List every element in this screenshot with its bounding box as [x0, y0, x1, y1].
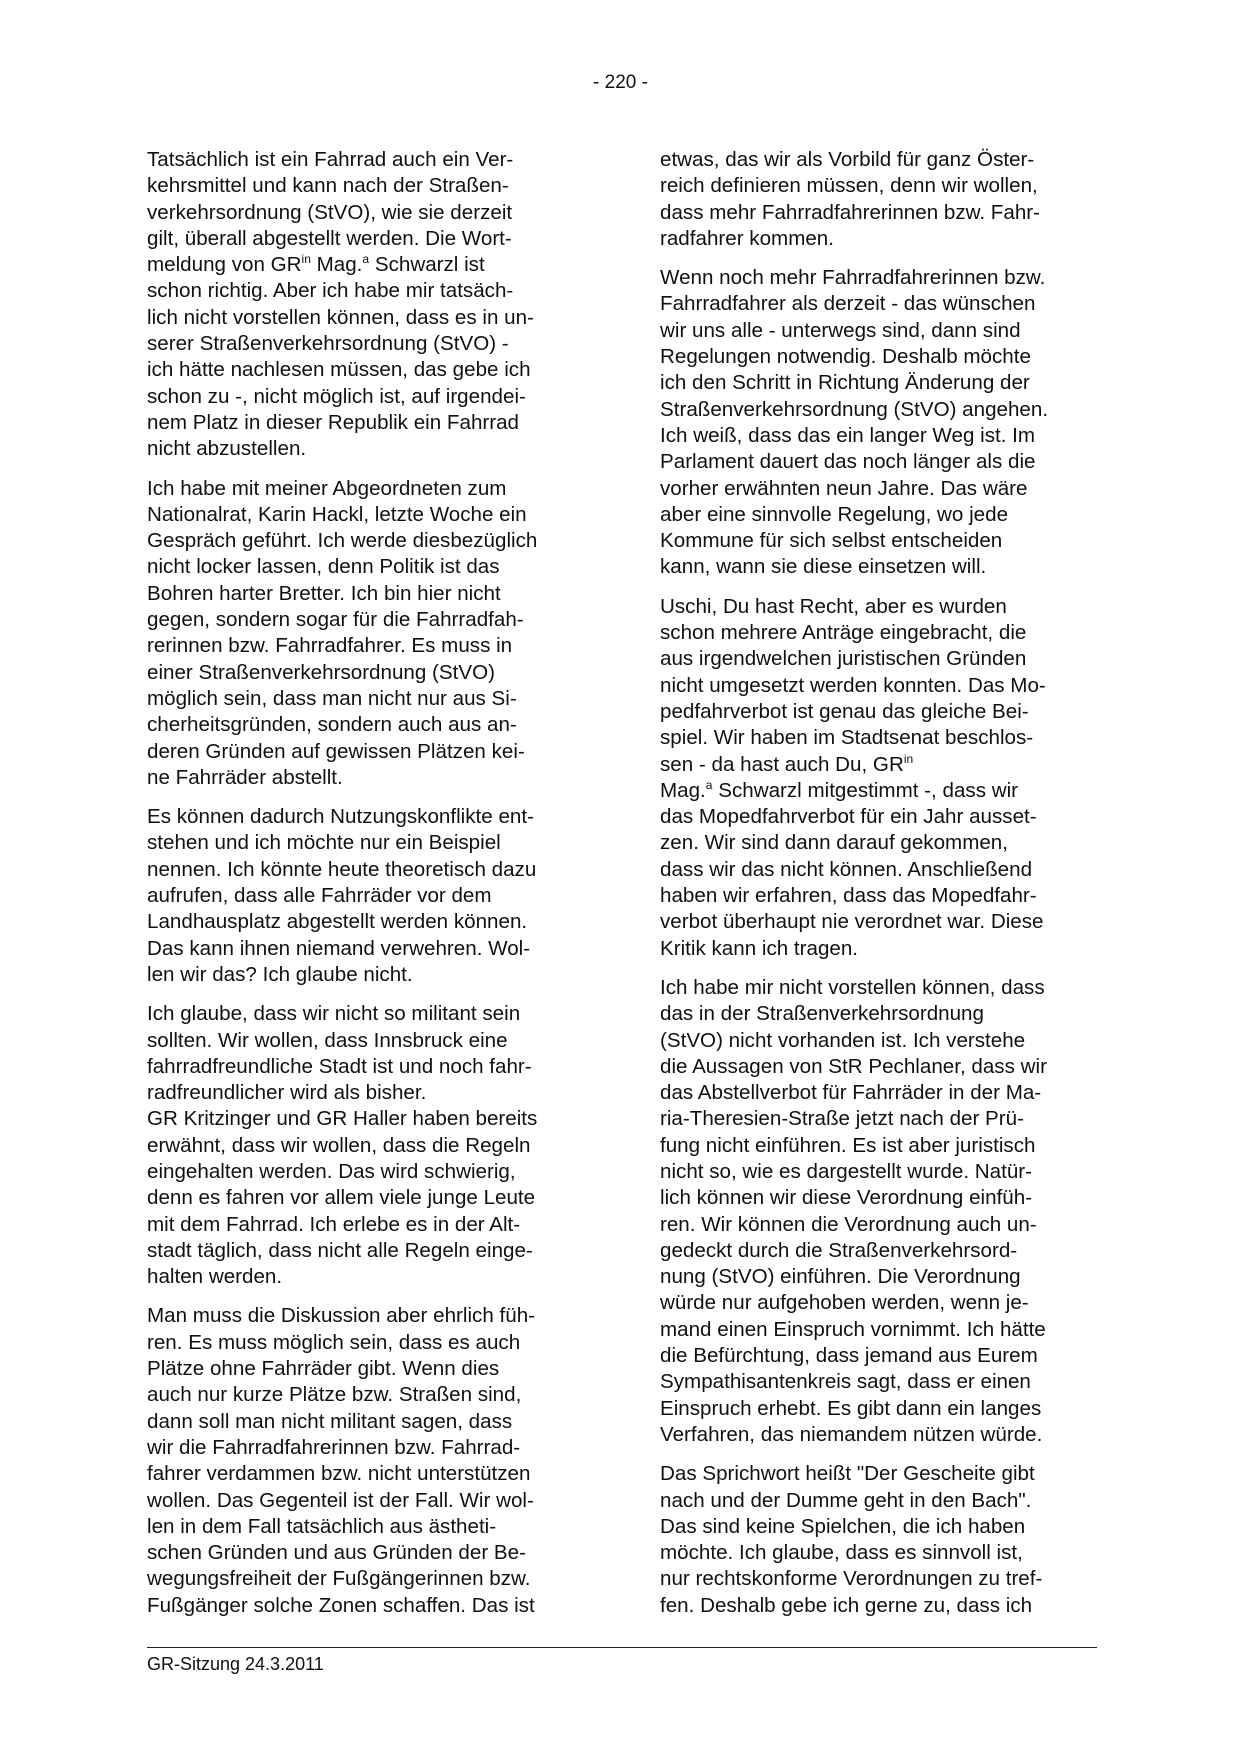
text-line: ne Fahrräder abstellt. [147, 765, 343, 789]
text-line: aber eine sinnvolle Regelung, wo jede [660, 502, 1009, 526]
text-line: Nationalrat, Karin Hackl, letzte Woche ein [147, 502, 527, 526]
text-line: dass mehr Fahrradfahrerinnen bzw. Fahr- [660, 200, 1041, 224]
text-line: halten werden. [147, 1265, 283, 1289]
text-line: stadt täglich, dass nicht alle Regeln einge- [147, 1238, 533, 1262]
page-number: - 220 - [593, 72, 648, 93]
text-line: sen - da hast auch Du, $GR^{in}$ [660, 751, 914, 776]
text-line: Straßenverkehrsordnung (StVO) angehen. [660, 397, 1049, 421]
text-line: fung nicht einführen. Es ist aber juristisch [660, 1133, 1036, 1157]
text-line: nicht abzustellen. [147, 437, 307, 461]
text-line: denn es fahren vor allem viele junge Leute [147, 1186, 536, 1210]
text-line: kehrsmittel und kann nach der Straßen- [147, 174, 509, 198]
text-line: cherheitsgründen, sondern auch aus an- [147, 713, 517, 737]
text-line: Parlament dauert das noch länger als die [660, 450, 1036, 474]
text-line: deren Gründen auf gewissen Plätzen kei- [147, 739, 525, 763]
text-line: rerinnen bzw. Fahrradfahrer. Es muss in [147, 634, 513, 658]
superscript: a [362, 252, 370, 267]
text-line: Ich habe mir nicht vorstellen können, dass [660, 975, 1045, 999]
paragraph [660, 975, 1100, 1448]
text-line: auch nur kurze Plätze bzw. Straßen sind, [147, 1383, 522, 1407]
text-line: meldung von $GR^{in}$ Mag.$^a$ Schwarzl ist [147, 252, 485, 277]
text-line: das Abstellverbot für Fahrräder in der Ma- [660, 1081, 1042, 1105]
footer-session-date: GR-Sitzung 24.3.2011 [147, 1654, 324, 1674]
text-line: die Befürchtung, dass jemand aus Eurem [660, 1344, 1038, 1368]
text-line: Verfahren, das niemandem nützen würde. [660, 1422, 1043, 1446]
right-column [660, 147, 1100, 1632]
text-line: das Mopedfahrverbot für ein Jahr ausset- [660, 805, 1037, 829]
superscript: in [903, 751, 914, 766]
text-line: nicht locker lassen, denn Politik ist das [147, 555, 500, 579]
text-line: schen Gründen und aus Gründen der Be- [147, 1541, 526, 1565]
text-line: reich definieren müssen, denn wir wollen, [660, 174, 1038, 198]
text-line: Bohren harter Bretter. Ich bin hier nicht [147, 581, 501, 605]
text-line: Plätze ohne Fahrräder gibt. Wenn dies [147, 1357, 500, 1381]
text-line: fahrradfreundliche Stadt ist und noch fahr- [147, 1054, 532, 1078]
text-line: Das kann ihnen niemand verwehren. Wol- [147, 936, 531, 960]
text-line: radfahrer kommen. [660, 226, 834, 250]
text-line: Einspruch erhebt. Es gibt dann ein langes [660, 1396, 1042, 1420]
text-line: eingehalten werden. Das wird schwierig, [147, 1159, 516, 1183]
text-line: lich nicht vorstellen können, dass es in un- [147, 305, 534, 329]
text-line: mand einen Einspruch vornimmt. Ich hätte [660, 1317, 1046, 1341]
text-line: möglich sein, dass man nicht nur aus Si- [147, 686, 517, 710]
text-line: schon richtig. Aber ich habe mir tatsäch- [147, 279, 514, 303]
paragraph [147, 476, 587, 792]
superscript: a [705, 777, 713, 792]
text-line: wegungsfreiheit der Fußgängerinnen bzw. [147, 1567, 531, 1591]
text-line: Tatsächlich ist ein Fahrrad auch ein Ver- [147, 148, 514, 171]
text-line: haben wir erfahren, dass das Mopedfahr- [660, 884, 1037, 908]
text-line: dass wir das nicht können. Anschließend [660, 857, 1033, 881]
text-line: Kommune für sich selbst entscheiden [660, 529, 1003, 553]
paragraph [660, 265, 1100, 581]
text-line: Landhausplatz abgestellt werden können. [147, 910, 528, 934]
text-line: pedfahrverbot ist genau das gleiche Bei- [660, 699, 1029, 723]
text-line: wir uns alle - unterwegs sind, dann sind [660, 318, 1021, 342]
text-line: Ich weiß, dass das ein langer Weg ist. Im [660, 423, 1036, 447]
paragraph [660, 594, 1100, 962]
footer-divider [147, 1647, 1097, 1648]
paragraph [660, 147, 1100, 252]
text-line: Ich habe mit meiner Abgeordneten zum [147, 476, 507, 500]
text-line: möchte. Ich glaube, dass es sinnvoll ist, [660, 1541, 1023, 1565]
text-line: nicht so, wie es dargestellt wurde. Natür- [660, 1159, 1032, 1183]
text-line: aufrufen, dass alle Fahrräder vor dem [147, 884, 492, 908]
text-line: gilt, überall abgestellt werden. Die Wort- [147, 226, 512, 250]
text-line: gegen, sondern sogar für die Fahrradfah- [147, 608, 524, 632]
text-line: Wenn noch mehr Fahrradfahrerinnen bzw. [660, 266, 1046, 290]
text-line: radfreundlicher wird als bisher. [147, 1081, 427, 1105]
text-line: nem Platz in dieser Republik ein Fahrrad [147, 410, 520, 434]
text-line: Kritik kann ich tragen. [660, 936, 859, 960]
text-line: serer Straßenverkehrsordnung (StVO) - [147, 332, 509, 356]
paragraph [660, 1461, 1100, 1619]
text-line: zen. Wir sind dann darauf gekommen, [660, 831, 1008, 855]
text-line: stehen und ich möchte nur ein Beispiel [147, 831, 501, 855]
paragraph [147, 147, 587, 463]
text-line: verbot überhaupt nie verordnet war. Diese [660, 910, 1044, 934]
text-line: die Aussagen von StR Pechlaner, dass wir [660, 1054, 1047, 1078]
text-line: len in dem Fall tatsächlich aus ästheti- [147, 1514, 497, 1538]
text-line: würde nur aufgehoben werden, wenn je- [660, 1291, 1029, 1315]
text-line: fen. Deshalb gebe ich gerne zu, dass ich [660, 1593, 1033, 1617]
text-line: fahrer verdammen bzw. nicht unterstützen [147, 1462, 531, 1486]
text-line: aus irgendwelchen juristischen Gründen [660, 647, 1027, 671]
text-line: vorher erwähnten neun Jahre. Das wäre [660, 476, 1028, 500]
text-line: nennen. Ich könnte heute theoretisch dazu [147, 857, 537, 881]
text-line: lich können wir diese Verordnung einfüh- [660, 1186, 1033, 1210]
text-line: wollen. Das Gegenteil ist der Fall. Wir wol- [147, 1488, 534, 1512]
text-line: einer Straßenverkehrsordnung (StVO) [147, 660, 495, 684]
text-line: Uschi, Du hast Recht, aber es wurden [660, 594, 1007, 618]
text-line: kann, wann sie diese einsetzen will. [660, 555, 987, 579]
text-line: nur rechtskonforme Verordnungen zu tref- [660, 1567, 1043, 1591]
text-line: ren. Wir können die Verordnung auch un- [660, 1212, 1037, 1236]
text-line: dann soll man nicht militant sagen, dass [147, 1409, 513, 1433]
text-line: Fahrradfahrer als derzeit - das wünschen [660, 292, 1036, 316]
text-line: Regelungen notwendig. Deshalb möchte [660, 345, 1031, 369]
text-line: nach und der Dumme geht in den Bach". [660, 1488, 1032, 1512]
text-line: gedeckt durch die Straßenverkehrsord- [660, 1238, 1018, 1262]
text-line: Mag.$^a$ Schwarzl mitgestimmt -, dass wir [660, 777, 1019, 802]
text-line: Es können dadurch Nutzungskonflikte ent- [147, 805, 534, 829]
text-line: Das Sprichwort heißt "Der Gescheite gibt [660, 1462, 1035, 1486]
text-line: nicht umgesetzt werden konnten. Das Mo- [660, 673, 1046, 697]
text-line: len wir das? Ich glaube nicht. [147, 962, 413, 986]
text-line: GR Kritzinger und GR Haller haben bereits [147, 1107, 538, 1131]
text-line: mit dem Fahrrad. Ich erlebe es in der Alt- [147, 1212, 521, 1236]
text-line: (StVO) nicht vorhanden ist. Ich verstehe [660, 1028, 1026, 1052]
paragraph [147, 1303, 587, 1619]
text-line: Das sind keine Spielchen, die ich haben [660, 1514, 1026, 1538]
text-line: Man muss die Diskussion aber ehrlich füh- [147, 1304, 536, 1328]
paragraph [147, 804, 587, 988]
text-line: ich den Schritt in Richtung Änderung der [660, 371, 1030, 395]
superscript: in [301, 252, 311, 267]
text-line: nung (StVO) einführen. Die Verordnung [660, 1265, 1021, 1289]
text-line: Fußgänger solche Zonen schaffen. Das ist [147, 1593, 535, 1617]
text-line: ich hätte nachlesen müssen, das gebe ich [147, 358, 531, 382]
text-line: ren. Es muss möglich sein, dass es auch [147, 1330, 521, 1354]
text-line: ria-Theresien-Straße jetzt nach der Prü- [660, 1107, 1024, 1131]
text-line: Ich glaube, dass wir nicht so militant sein [147, 1002, 521, 1026]
text-line: etwas, das wir als Vorbild für ganz Öster- [660, 148, 1035, 171]
text-line: verkehrsordnung (StVO), wie sie derzeit [147, 200, 513, 224]
text-line: spiel. Wir haben im Stadtsenat beschlos- [660, 726, 1034, 750]
left-column [147, 147, 587, 1632]
text-line: wir die Fahrradfahrerinnen bzw. Fahrrad- [147, 1435, 521, 1459]
text-line: das in der Straßenverkehrsordnung [660, 1002, 984, 1026]
paragraph [147, 1001, 587, 1290]
text-line: schon mehrere Anträge eingebracht, die [660, 621, 1027, 645]
text-line: Gespräch geführt. Ich werde diesbezüglich [147, 529, 538, 553]
text-line: sollten. Wir wollen, dass Innsbruck eine [147, 1028, 508, 1052]
text-line: Sympathisantenkreis sagt, dass er einen [660, 1370, 1031, 1394]
text-line: erwähnt, dass wir wollen, dass die Regeln [147, 1133, 531, 1157]
text-line: schon zu -, nicht möglich ist, auf irgendei- [147, 384, 526, 408]
